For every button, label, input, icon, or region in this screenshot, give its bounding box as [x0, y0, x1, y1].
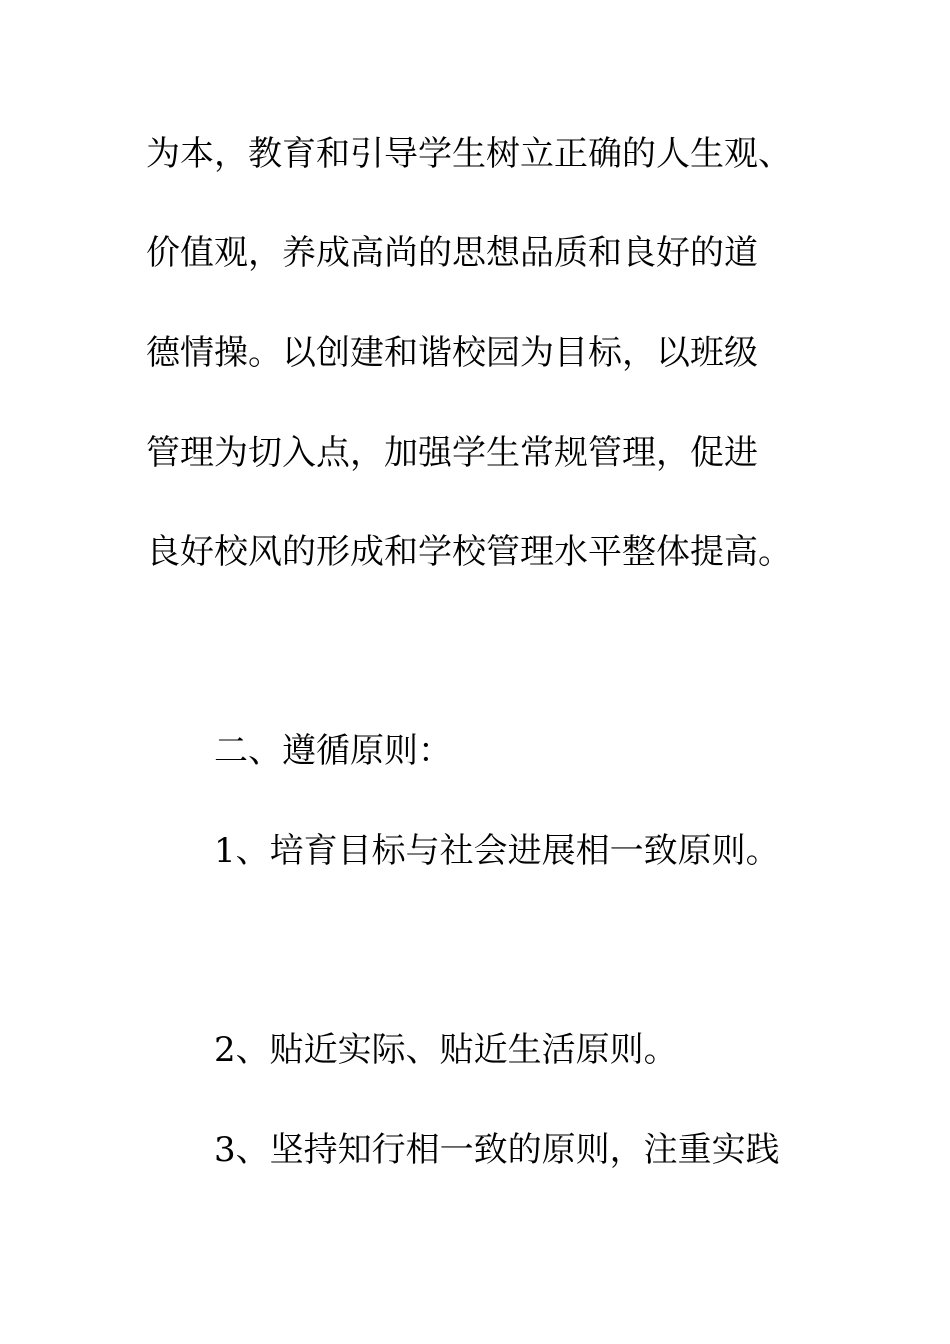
paragraph-line-1: 为本，教育和引导学生树立正确的人生观、 [146, 134, 792, 174]
principle-2: 2、贴近实际、贴近生活原则。 [214, 1030, 678, 1070]
principle-3: 3、坚持知行相一致的原则，注重实践 [214, 1130, 780, 1170]
paragraph-line-2: 价值观，养成高尚的思想品质和良好的道 [146, 233, 758, 273]
section-heading: 二、遵循原则： [214, 731, 452, 771]
paragraph-line-3: 德情操。以创建和谐校园为目标，以班级 [146, 333, 758, 373]
principle-1: 1、培育目标与社会进展相一致原则。 [214, 831, 780, 871]
paragraph-line-5: 良好校风的形成和学校管理水平整体提高。 [146, 532, 792, 572]
paragraph-line-4: 管理为切入点，加强学生常规管理，促进 [146, 433, 758, 473]
